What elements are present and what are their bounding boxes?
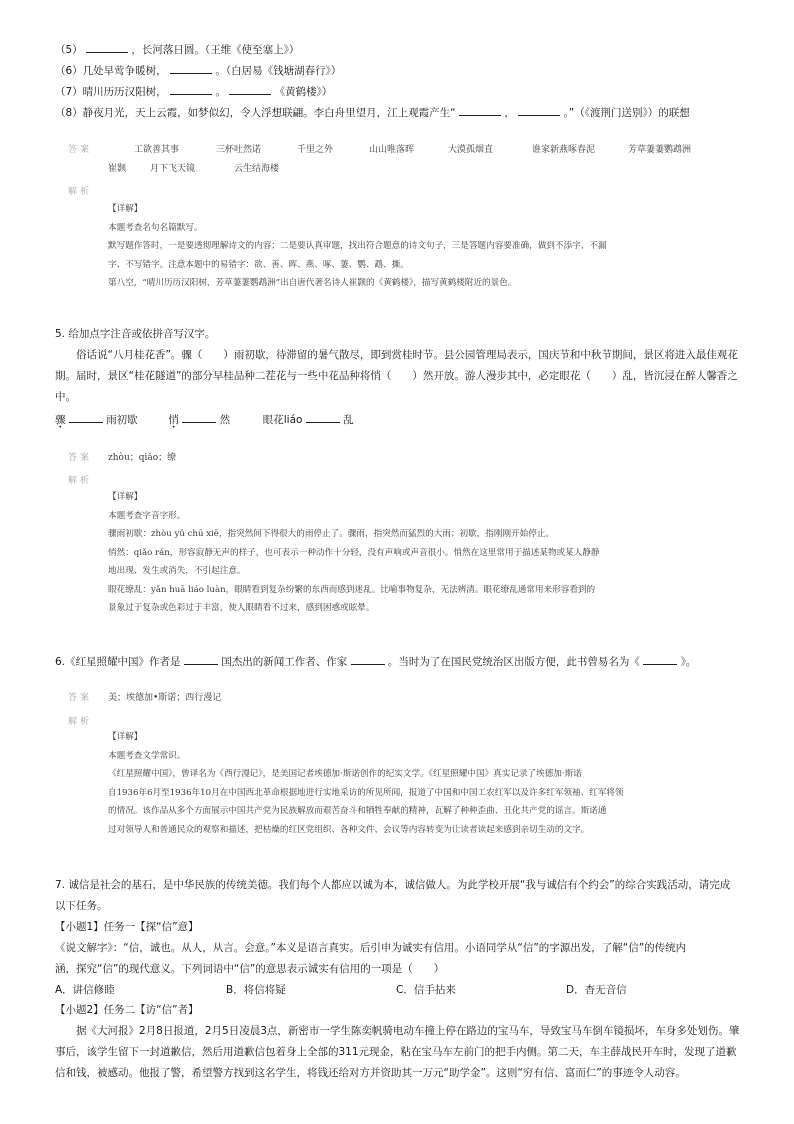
q4-explanation [108,200,728,293]
answer-blank[interactable] [86,42,128,53]
analysis-label: 解析 [68,187,93,197]
answer-blank[interactable] [184,654,218,665]
detail-line: 字、不写错字。注意本题中的易错字：欲、善、晖、燕、啄、萋、鹦、鹉、撕。 [108,259,409,270]
analysis-label: 解析 [68,476,93,486]
detail-tag: 【详解】 [108,492,143,502]
q6-text: 》。 [680,656,697,668]
q4-item-7-mid: 。 [215,86,226,98]
q4-item-8-tail: 。”（《渡荆门送别》）的联想 [563,107,690,119]
q5-fill-char: 悄 [168,414,179,426]
q7-intro: 7. 诚信是社会的基石，是中华民族的传统美德。我们每个人都应以诚为本，诚信做人。为此学校开展“我与诚信有个约会”的综合实践活动，请完成 [55,879,731,891]
q4-item-6-text: （6）几处早莺争暖树， [55,65,167,77]
q7-sub1-title: 【小题1】任务一【探“信”意】 [55,921,199,933]
option-c[interactable]: C．信手拈来 [396,984,456,996]
detail-line: 本题考查名句名篇默写。 [108,222,203,233]
answer-blank[interactable] [170,84,212,95]
q4-item-6-tail: 。（白居易《钱塘湖春行》） [215,65,342,77]
q5-stem [55,324,745,408]
q7-intro: 以下任务。 [55,900,108,912]
detail-line: 本题考查文学常识。 [108,750,186,761]
q4-item-5-text: ，长河落日圆。（王维《使至塞上》） [131,44,300,56]
answer-blank[interactable] [518,105,560,116]
answer-label: 答案 [68,453,93,463]
q4-answer-line-1 [108,142,691,155]
q6-stem [55,654,696,669]
answer-blank[interactable] [643,654,677,665]
answer-item: 工欲善其事 [134,145,180,155]
q5-title: 5. 给加点字注音或依拼音写汉字。 [55,328,216,340]
q6-explanation [108,728,728,839]
answer-item: 谁家新燕啄春泥 [532,145,596,155]
q4-answer-line-2 [108,161,279,174]
answer-item: 山山唯落晖 [369,145,415,155]
q7-sub2-text: 事后，该学生留下一封道歉信，然后用道歉信包着身上全部的311元现金，粘在宝马车左前门的把手内侧。第二天，车主薛战民开车时，发现了道歉 [55,1046,737,1058]
option-a[interactable]: A．讲信修睦 [55,984,115,996]
q4-item-7-tail: 《黄鹤楼》） [274,86,333,98]
option-d[interactable]: D．杳无音信 [566,984,627,996]
q6-text: 6.《红星照耀中国》作者是 [55,656,181,668]
q7-sub2 [55,1000,745,1084]
answer-blank[interactable] [306,412,340,423]
q7-sub1-text: 《说文解字》：“信，诚也。从人，从言。会意。”本义是语言真实。后引申为诚实有信用。小语同学从“信”的字源出发，了解“信”的传统内 [55,942,687,954]
detail-line: 本题考查字音字形。 [108,510,186,521]
answer-item: 月下飞天镜 [150,164,196,174]
answer-label: 答案 [68,693,93,703]
answer-item: 崔颢 [108,164,127,174]
q6-text: 。当时为了在国民党统治区出版方便，此书曾易名为《 [387,656,640,668]
detail-line: 的情况。该作品从多个方面展示中国共产党为民族解放而艰苦奋斗和牺牲奉献的精神，瓦解了种种歪曲、丑化共产党的谣言。斯诺通 [108,806,607,816]
q7-sub2-text: 信和钱，被感动。他报了警，希望警方找到这名学生，将钱还给对方并资助其一万元“助学金”。这则“穷有信、富而仁”的事迹令人动容。 [55,1067,686,1079]
q5-paragraph: 期。届时，景区“桂花隧道”的部分早桂品种二茬花与一些中花品种将悄（ ）然开放。游人漫步其中，必定眼花（ ）乱，皆沉浸在醉人馨香之 [55,370,738,382]
answer-blank[interactable] [69,412,103,423]
answer-item: 大漠孤烟直 [448,145,494,155]
q4-item-7-text: （7）晴川历历汉阳树， [55,86,167,98]
q5-fill-text: 雨初歇 [106,414,138,426]
answer-item: 云生结海楼 [234,164,280,174]
detail-line: 眼花缭乱：yǎn huā liáo luàn，眼睛看到复杂纷繁的东西而感到迷乱。比喻事物复杂，无法辨清。眼花缭乱通常用来形容看到的 [108,584,596,595]
q5-fill-text: 然 [219,414,231,426]
q4-item-8 [55,105,690,120]
detail-line: 景象过于复杂或色彩过于丰富，使人眼睛看不过来，感到困惑或眩晕。 [108,603,375,613]
q5-fill-text: 眼花liáo [262,414,303,426]
q5-answer: zhòu；qiǎo；缭 [108,453,177,463]
answer-blank[interactable] [182,412,216,423]
detail-line: 骤雨初歇：zhòu yǔ chū xiē，指突然间下得很大的雨停止了。骤雨，指突然而猛烈的大雨；初歇，指刚刚开始停止。 [108,529,555,539]
option-b[interactable]: B．将信将疑 [226,984,286,996]
detail-line: 悄然：qiǎo rán，形容寂静无声的样子，也可表示一种动作十分轻，没有声响或声音很小。悄然在这里常用于描述某物或某人静静 [108,547,600,558]
q7-sub1-text: 涵，探究“信”的现代意义。下列词语中“信”的意思表示诚实有信用的一项是（ ） [55,963,445,975]
answer-label: 答案 [68,145,93,155]
q5-fill-char: 骤 [55,414,66,426]
q6-answer: 美；埃德加•斯诺；西行漫记 [108,693,222,703]
q4-item-8-mid: ， [504,107,515,119]
q5-fill-text: 乱 [343,414,354,426]
q7-stem [55,875,745,980]
answer-item: 千里之外 [297,145,334,155]
q7-sub2-text: 据《大河报》2月8日报道，2月5日凌晨3点，新密市一学生陈奕帆骑电动车撞上停在路边的宝马车，导致宝马车倒车镜损坏，车身多处划伤。肇 [76,1025,740,1037]
answer-item: 三杯吐然诺 [216,145,262,155]
q5-paragraph: 中。 [55,391,76,403]
detail-line: 过对领导人和普通民众的观察和描述，把枯燥的红区党组织、各种文件、会议等内容转变为让读者读起来感到亲切生动的文字。 [108,824,590,835]
detail-line: 第八空，“晴川历历汉阳树，芳草萋萋鹦鹉洲”出自唐代著名诗人崔颢的《黄鹤楼》，描写黄鹤楼附近的景色。 [108,278,517,288]
q5-fill-line [55,412,354,427]
q4-item-5-prefix: （5） [55,44,83,56]
q4-item-5 [55,42,299,57]
q4-item-7 [55,84,332,99]
q5-explanation [108,488,728,618]
q4-item-8-text: （8）静夜月光，天上云霞，如梦似幻，令人浮想联翩。李白舟里望月，江上观霞产生“ [55,107,456,119]
detail-tag: 【详解】 [108,204,143,214]
q7-sub2-title: 【小题2】任务二【访“信”者】 [55,1004,199,1016]
q6-text: 国杰出的新闻工作者、作家 [221,656,348,668]
answer-blank[interactable] [170,63,212,74]
detail-line: 默写题作答时，一是要透彻理解诗文的内容；二是要认真审题，找出符合题意的诗文句子，三是答题内容要准确，做到不添字、不漏 [108,241,607,251]
answer-item: 芳草萋萋鹦鹉洲 [628,145,692,155]
analysis-label: 解析 [68,717,93,727]
answer-blank[interactable] [459,105,501,116]
q4-item-6 [55,63,341,78]
detail-line: 《红星照耀中国》，曾译名为《西行漫记》，是美国记者埃德加·斯诺创作的纪实文学。《红星照耀中国》真实记录了埃德加·斯诺 [108,769,582,779]
q5-paragraph: 俗话说“八月桂花香”。骤（ ）雨初歇，待滞留的暑气散尽，即到赏桂时节。县公园管理局表示，国庆节和中秋节期间，景区将进入最佳观花 [76,349,738,361]
answer-blank[interactable] [351,654,385,665]
answer-blank[interactable] [229,84,271,95]
detail-line: 自1936年6月至1936年10月在中国西北革命根据地进行实地采访的所见所闻，报道了中国和中国工农红军以及许多红军领袖、红军将领 [108,787,624,798]
detail-line: 地出现、发生或消失，不引起注意。 [108,566,246,576]
detail-tag: 【详解】 [108,732,143,742]
